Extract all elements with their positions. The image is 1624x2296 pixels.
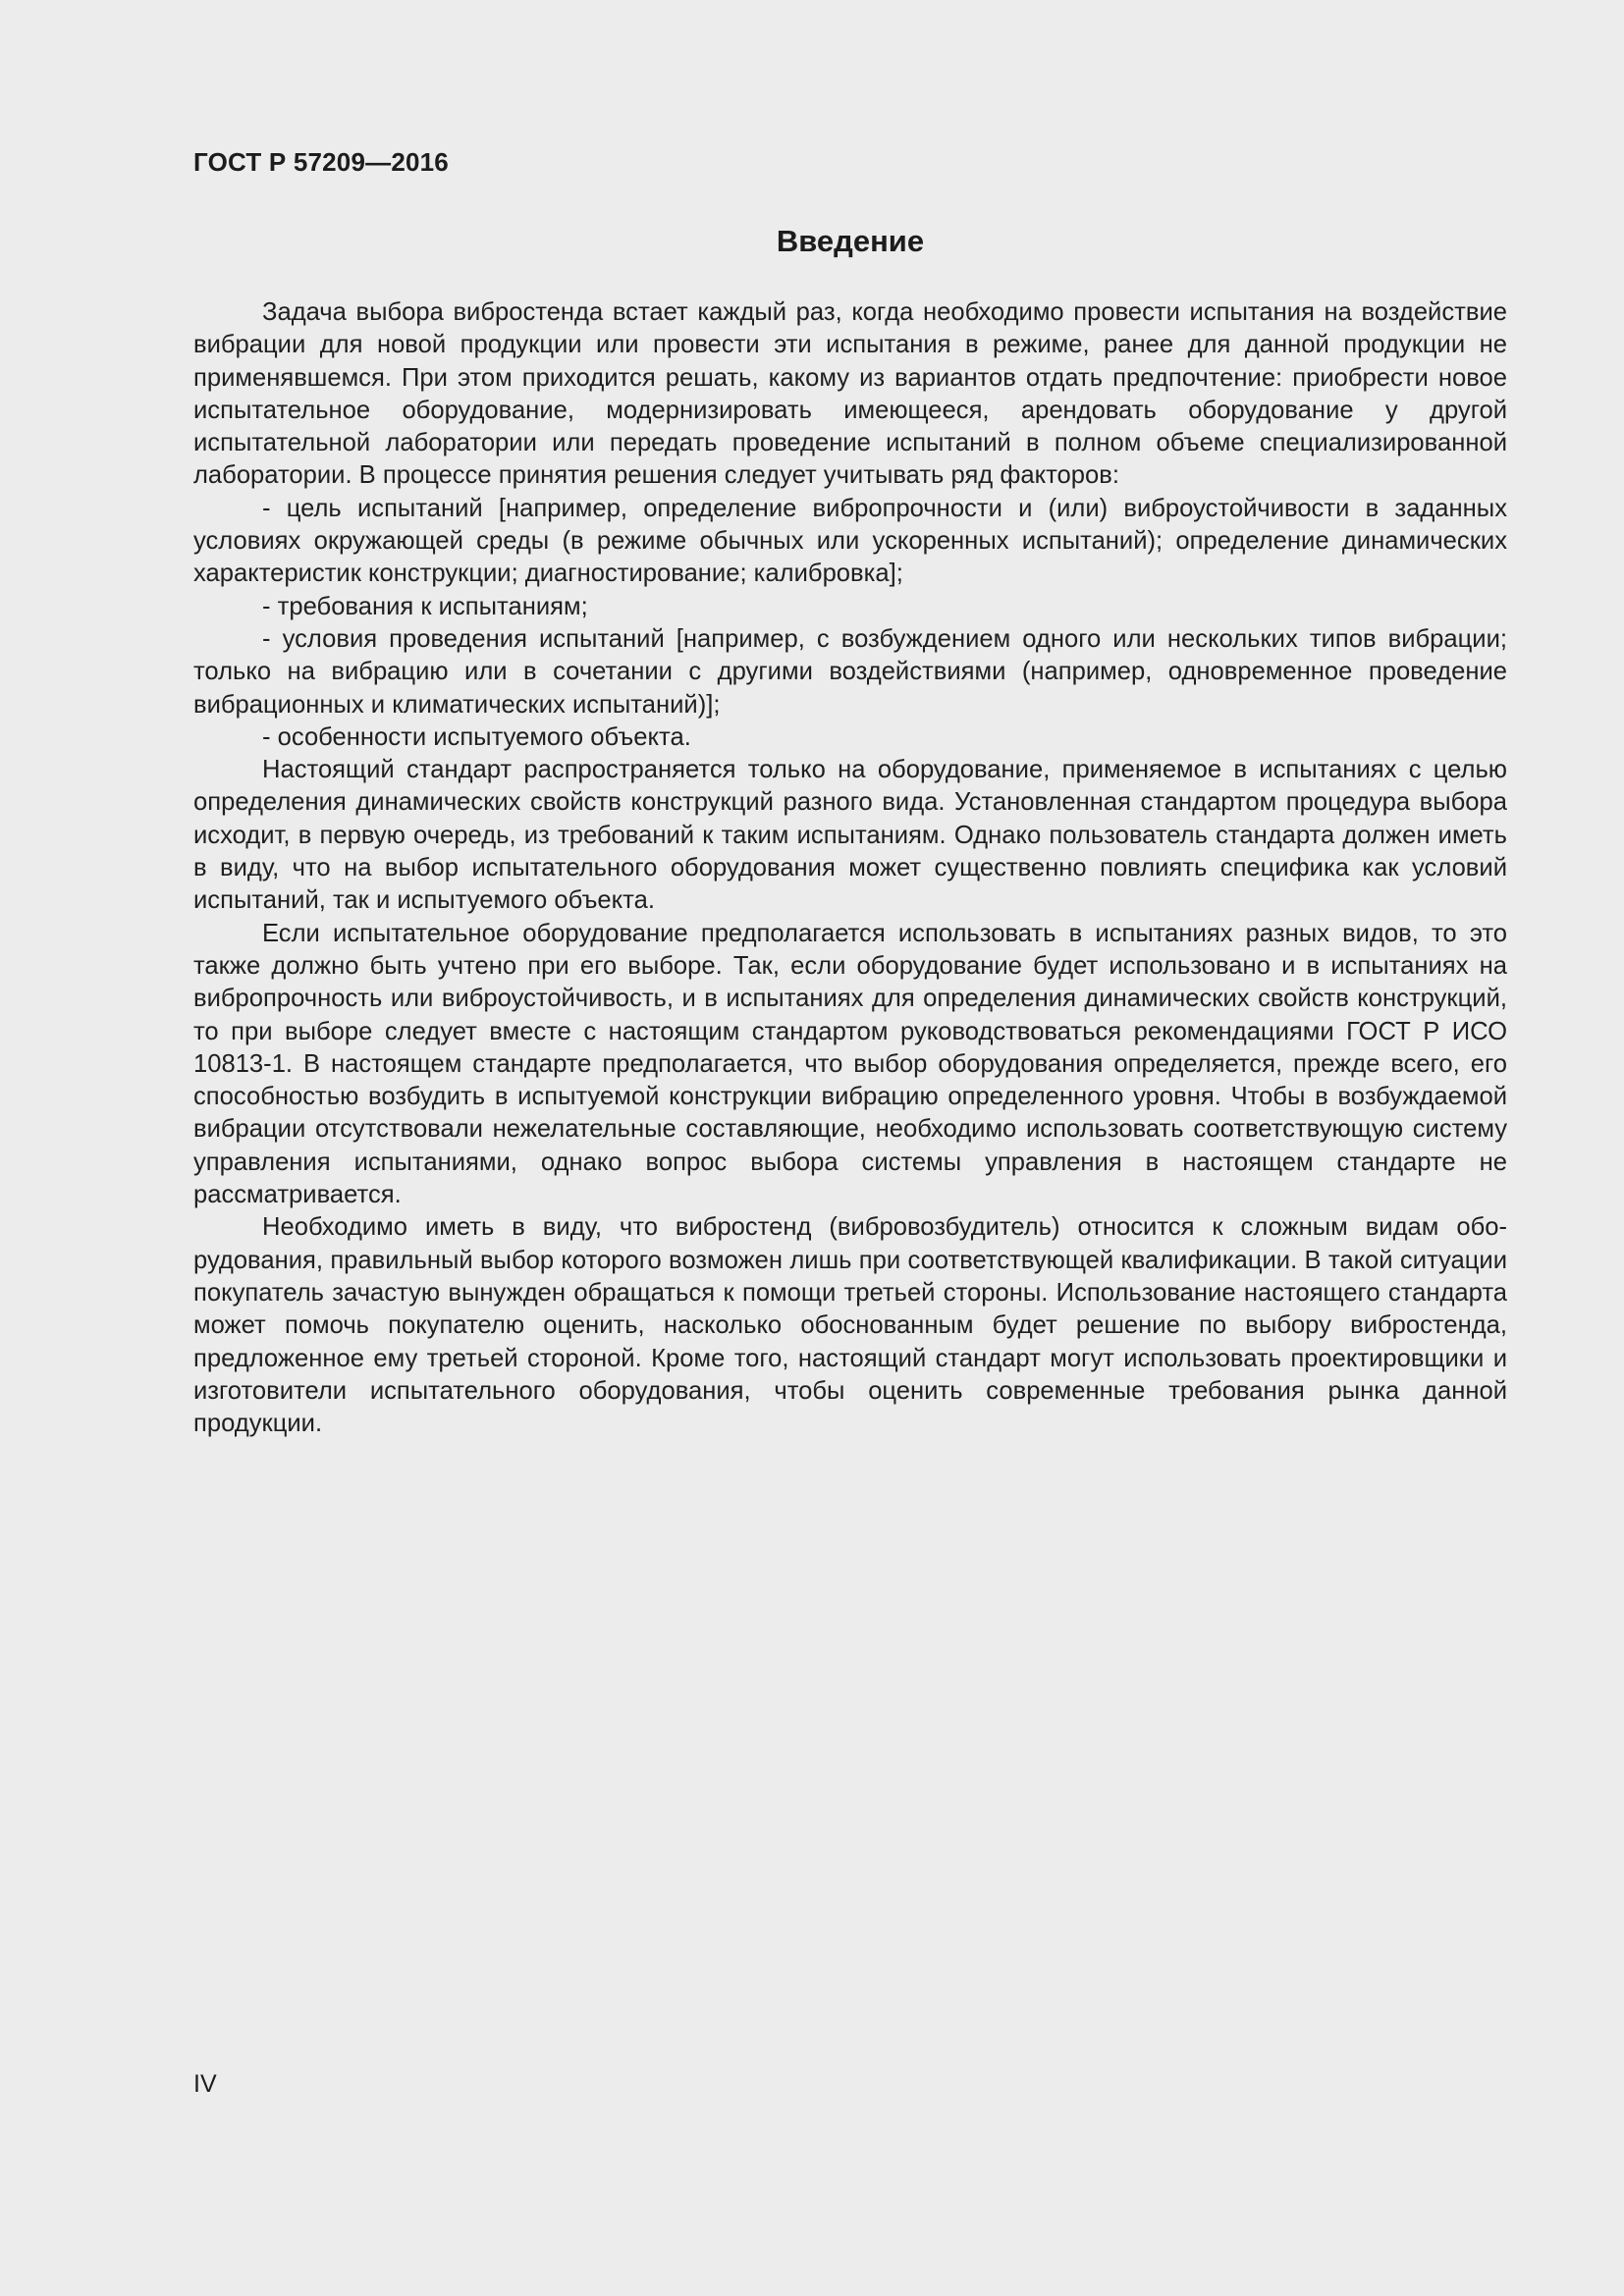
paragraph: Если испытательное оборудование предполагается использовать в испытаниях разных видов, то это также должно быть учтено при его выборе. Так, если оборудование будет использовано и в испытаниях на вибропрочность или виброустойчивость, и в испытаниях для определения динамических свойств конструкций, то при выборе следует вместе с настоящим стандартом руководствоваться рекомендациями ГОСТ Р ИСО 10813-1. В настоящем стандарте предполагается, что выбор оборудования определяется, прежде всего, его способностью возбудить в испытуемой конструкции вибрацию определенного уровня. Чтобы в возбуждаемой вибрации отсутствовали нежелательные составляющие, необходимо использовать соответствующую систему управления испытаниями, однако вопрос выбора системы управления в настоящем стандарте не рассматривается. — [193, 919, 1507, 1209]
paragraph: Задача выбора вибростенда встает каждый раз, когда необходимо провести испытания на воздействие вибрации для новой продукции или провести эти испытания в режиме, ранее для данной продукции не применявшемся. При этом приходится решать, какому из вариантов отдать предпочтение: приобрести новое испытательное оборудование, модернизировать имеющееся, арендовать оборудование у другой испытательной лаборатории или передать проведение испытаний в полном объеме специализированной лаборатории. В процессе принятия решения следует учитывать ряд факторов: — [193, 298, 1507, 490]
paragraph: Настоящий стандарт распространяется только на оборудование, применяемое в испытаниях с целью определения динамических свойств конструкций разного вида. Установленная стандартом процедура выбора исходит, в первую очередь, из требований к таким испытаниям. Однако пользователь стандарта должен иметь в виду, что на выбор испытательного оборудования может существенно повлиять специфика как условий испытаний, так и испытуемого объекта. — [193, 756, 1507, 915]
list-item: - особенности испытуемого объекта. — [262, 722, 691, 751]
paragraph: Необходимо иметь в виду, что вибростенд (вибровозбудитель) относится к сложным видам оборудования, правильный выбор которого возможен лишь при соответствующей квалификации. В такой ситуации покупатель зачастую вынужден обращаться к помощи третьей стороны. Использование настоящего стандарта может помочь покупателю оценить, насколько обоснованным будет решение по выбору вибростенда, предложенное ему третьей стороной. Кроме того, настоящий стандарт могут использовать проектировщики и изготовители испытательного оборудования, чтобы оценить современные требования рынка данной продукции. — [193, 1213, 1507, 1438]
list-item: - условия проведения испытаний [например, с возбуждением одного или нескольких типов вибрации; только на вибрацию или в сочетании с другими воздействиями (например, одновременное проведение вибрационных и климатических испытаний)]; — [193, 624, 1507, 719]
section-title: Введение — [776, 224, 925, 258]
document-code-header: ГОСТ Р 57209—2016 — [193, 147, 449, 177]
list-item: - требования к испытаниям; — [262, 592, 588, 620]
list-item: - цель испытаний [например, определение вибропрочности и (или) виброустойчивости в заданных условиях окружающей среды (в режиме обычных или ускоренных испытаний); определение динамических характеристик конструкции; диагностирование; калибровка]; — [193, 494, 1507, 588]
body-text — [193, 296, 1507, 1440]
page-number: IV — [193, 2070, 217, 2098]
